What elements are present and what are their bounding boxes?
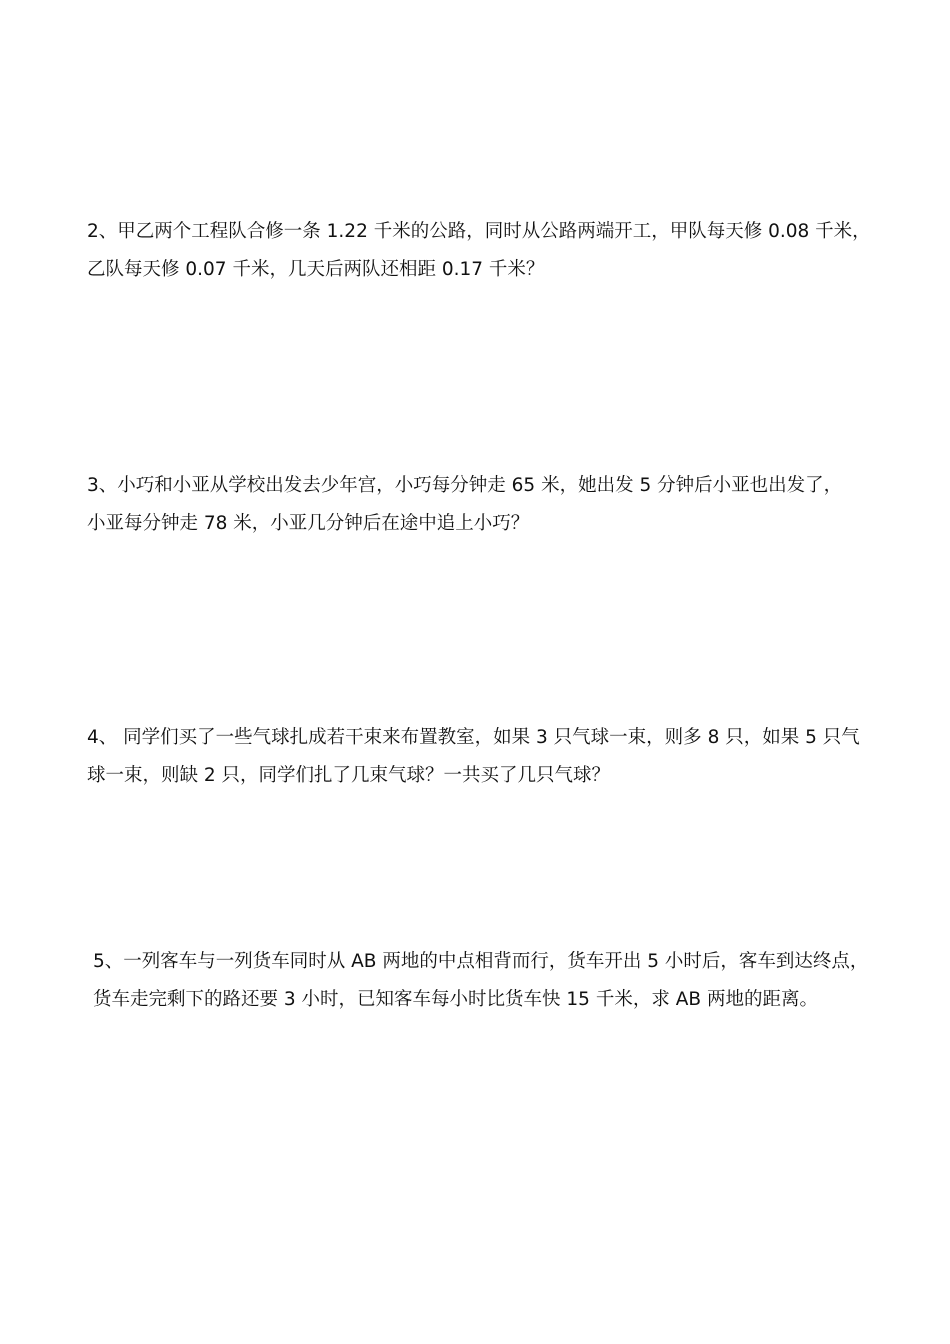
problem-2 bbox=[87, 213, 877, 289]
problem-5-line-2: 货车走完剩下的路还要 3 小时，已知客车每小时比货车快 15 千米，求 AB 两地的距离。 bbox=[93, 989, 818, 1010]
problem-5-line-1: 5、一列客车与一列货车同时从 AB 两地的中点相背而行，货车开出 5 小时后，客车到达终点， bbox=[93, 951, 869, 972]
problem-4-line-2: 球一束，则缺 2 只，同学们扎了几束气球？一共买了几只气球？ bbox=[87, 765, 611, 786]
problem-2-line-1: 2、甲乙两个工程队合修一条 1.22 千米的公路，同时从公路两端开工，甲队每天修 0.08 千米， bbox=[87, 221, 871, 242]
problem-3-line-2: 小亚每分钟走 78 米，小亚几分钟后在途中追上小巧？ bbox=[87, 513, 530, 534]
problem-5 bbox=[93, 943, 883, 1019]
problem-4 bbox=[87, 719, 877, 795]
problem-2-line-2: 乙队每天修 0.07 千米，几天后两队还相距 0.17 千米？ bbox=[87, 259, 545, 280]
problem-4-line-1: 4、 同学们买了一些气球扎成若干束来布置教室，如果 3 只气球一束，则多 8 只，如果 5 只气 bbox=[87, 727, 860, 748]
problem-3 bbox=[87, 467, 877, 543]
problem-3-line-1: 3、小巧和小亚从学校出发去少年宫，小巧每分钟走 65 米，她出发 5 分钟后小亚也出发了， bbox=[87, 475, 843, 496]
